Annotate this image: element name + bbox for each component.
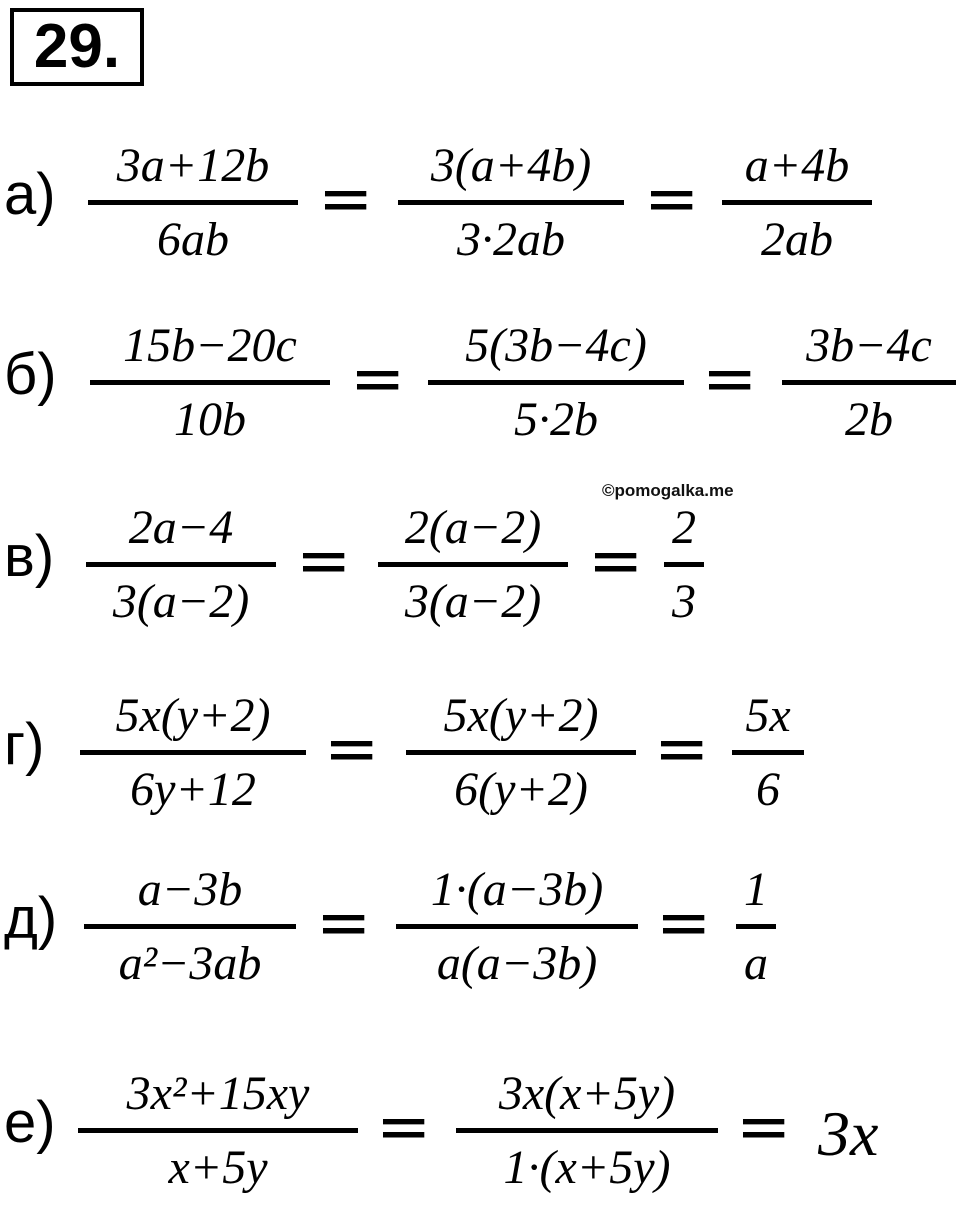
fraction-bar xyxy=(732,750,804,755)
fraction-bar xyxy=(84,924,296,929)
fraction-factored xyxy=(428,316,684,456)
numerator: 5x(y+2) xyxy=(115,689,271,742)
equals-sign: = xyxy=(736,1088,792,1165)
fraction-original xyxy=(88,136,298,276)
numerator: 5x(y+2) xyxy=(443,689,599,742)
equals-sign: = xyxy=(324,710,380,787)
fraction-result xyxy=(736,860,776,1000)
numerator: 1 xyxy=(744,863,768,916)
fraction-bar xyxy=(90,380,330,385)
denominator: 3(a−2) xyxy=(404,575,542,628)
denominator: 6 xyxy=(756,763,780,816)
denominator: 3 xyxy=(672,575,696,628)
item-label: а) xyxy=(4,162,56,227)
numerator: 2 xyxy=(672,501,696,554)
denominator: 3·2ab xyxy=(457,213,565,266)
fraction-bar xyxy=(78,1128,358,1133)
equals-sign: = xyxy=(656,884,712,961)
fraction-bar xyxy=(378,562,568,567)
numerator: 2a−4 xyxy=(128,501,234,554)
numerator: 3x(x+5y) xyxy=(498,1067,676,1120)
item-b xyxy=(0,316,960,456)
equals-sign: = xyxy=(588,522,644,599)
denominator: 10b xyxy=(174,393,246,446)
fraction-bar xyxy=(398,200,624,205)
numerator: 1·(a−3b) xyxy=(430,863,604,916)
fraction-factored xyxy=(406,686,636,826)
equals-sign: = xyxy=(350,340,406,417)
fraction-bar xyxy=(88,200,298,205)
equals-sign: = xyxy=(318,160,374,237)
denominator: a xyxy=(744,937,768,990)
equals-sign: = xyxy=(316,884,372,961)
fraction-factored xyxy=(378,498,568,638)
fraction-bar xyxy=(428,380,684,385)
denominator: a²−3ab xyxy=(118,937,262,990)
denominator: 3(a−2) xyxy=(112,575,250,628)
fraction-original xyxy=(86,498,276,638)
fraction-bar xyxy=(86,562,276,567)
fraction-result xyxy=(722,136,872,276)
fraction-factored xyxy=(396,860,638,1000)
item-v xyxy=(0,498,960,638)
item-label: е) xyxy=(4,1090,56,1155)
denominator: 6(y+2) xyxy=(454,763,588,816)
item-label: б) xyxy=(4,342,57,407)
denominator: 1·(x+5y) xyxy=(503,1141,671,1194)
fraction-original xyxy=(78,1064,358,1204)
denominator: 6ab xyxy=(157,213,229,266)
equals-sign: = xyxy=(654,710,710,787)
result-expression: 3x xyxy=(818,1098,879,1169)
fraction-bar xyxy=(722,200,872,205)
numerator: 3a+12b xyxy=(116,139,270,192)
fraction-factored xyxy=(456,1064,718,1204)
denominator: a(a−3b) xyxy=(436,937,598,990)
item-label: в) xyxy=(4,524,55,589)
numerator: 5x xyxy=(745,689,791,742)
fraction-factored xyxy=(398,136,624,276)
fraction-bar xyxy=(80,750,306,755)
fraction-original xyxy=(90,316,330,456)
watermark: ©pomogalka.me xyxy=(602,481,734,500)
fraction-result xyxy=(732,686,804,826)
fraction-bar xyxy=(396,924,638,929)
denominator: 2ab xyxy=(761,213,833,266)
fraction-result xyxy=(782,316,956,456)
item-a xyxy=(0,136,960,276)
fraction-bar xyxy=(736,924,776,929)
fraction-bar xyxy=(782,380,956,385)
fraction-original xyxy=(80,686,306,826)
problem-number: 29. xyxy=(10,8,144,86)
equals-sign: = xyxy=(702,340,758,417)
equals-sign: = xyxy=(376,1088,432,1165)
fraction-bar xyxy=(406,750,636,755)
equals-sign: = xyxy=(296,522,352,599)
item-label: г) xyxy=(4,712,45,777)
equals-sign: = xyxy=(644,160,700,237)
numerator: 3x²+15xy xyxy=(126,1067,310,1120)
item-e xyxy=(0,1064,960,1204)
item-g xyxy=(0,686,960,826)
item-d xyxy=(0,860,960,1000)
fraction-bar xyxy=(456,1128,718,1133)
denominator: x+5y xyxy=(168,1141,268,1194)
numerator: 2(a−2) xyxy=(404,501,542,554)
fraction-bar xyxy=(664,562,704,567)
denominator: 6y+12 xyxy=(130,763,256,816)
denominator: 2b xyxy=(845,393,893,446)
numerator: 5(3b−4c) xyxy=(465,319,647,372)
fraction-result xyxy=(664,498,704,638)
fraction-original xyxy=(84,860,296,1000)
item-label: д) xyxy=(4,886,58,951)
numerator: a−3b xyxy=(137,863,243,916)
numerator: 15b−20c xyxy=(123,319,297,372)
numerator: a+4b xyxy=(744,139,850,192)
numerator: 3(a+4b) xyxy=(430,139,592,192)
denominator: 5·2b xyxy=(514,393,598,446)
numerator: 3b−4c xyxy=(806,319,932,372)
